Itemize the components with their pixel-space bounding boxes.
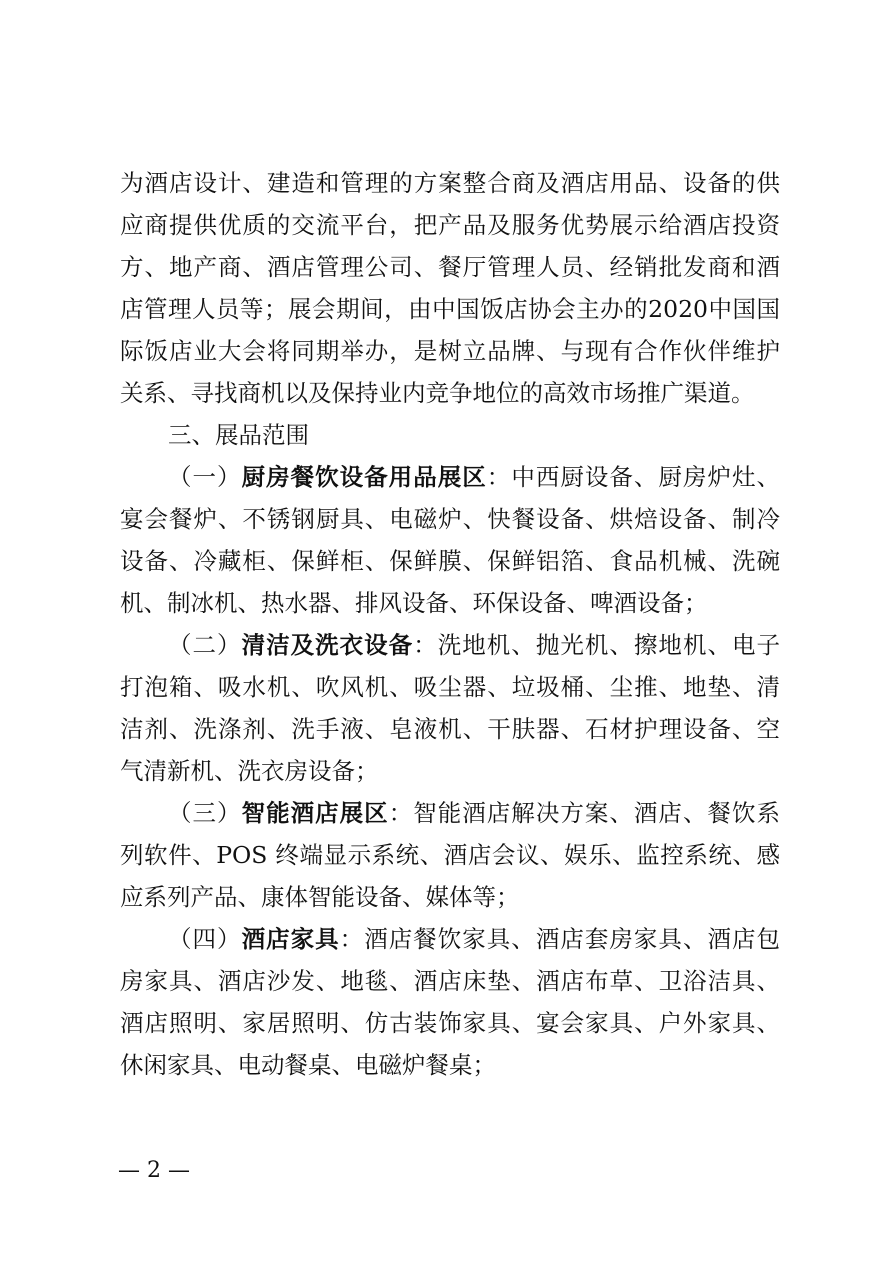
colon: ： [486,463,512,491]
category-first-line [168,630,780,660]
category-line: 机、制冰机、热水器、排风设备、环保设备、啤酒设备； [120,589,708,617]
paragraph-line: 际饭店业大会将同期举办，是树立品牌、与现有合作伙伴维护 [120,337,780,365]
colon: ： [413,631,438,659]
category-number: （四） [168,925,242,953]
paragraph-line: 为酒店设计、建造和管理的方案整合商及酒店用品、设备的供 [120,169,780,197]
paragraph-line: 应商提供优质的交流平台，把产品及服务优势展示给酒店投资 [120,211,780,239]
category-title: 智能酒店展区 [241,799,389,827]
category-title: 酒店家具 [241,925,340,953]
category-line: 气清新机、洗衣房设备； [120,757,379,785]
category-line: 酒店照明、家居照明、仿古装饰家具、宴会家具、户外家具、 [120,1009,780,1037]
category-first-line [168,462,780,492]
category-number: （一） [168,463,242,491]
category-line: 休闲家具、电动餐桌、电磁炉餐桌； [120,1051,496,1079]
colon: ： [339,925,365,953]
category-items: 酒店餐饮家具、酒店套房家具、酒店包 [364,925,781,953]
category-title: 厨房餐饮设备用品展区 [241,463,487,491]
category-first-line [168,924,780,954]
category-line: 设备、冷藏柜、保鲜柜、保鲜膜、保鲜铝箔、食品机械、洗碗 [120,547,780,575]
category-line: 宴会餐炉、不锈钢厨具、电磁炉、快餐设备、烘焙设备、制冷 [120,505,780,533]
category-line: 洁剂、洗涤剂、洗手液、皂液机、干肤器、石材护理设备、空 [120,715,780,743]
section-heading: 三、展品范围 [168,421,309,449]
category-number: （三） [168,799,242,827]
category-first-line [168,798,780,828]
category-title: 清洁及洗衣设备 [241,631,414,659]
paragraph-line: 方、地产商、酒店管理公司、餐厅管理人员、经销批发商和酒 [120,253,780,281]
category-line: 应系列产品、康体智能设备、媒体等； [120,883,520,911]
category-items: 中西厨设备、厨房炉灶、 [511,463,781,491]
category-items: 智能酒店解决方案、酒店、餐饮系 [413,799,781,827]
paragraph-line: 关系、寻找商机以及保持业内竞争地位的高效市场推广渠道。 [120,379,755,407]
colon: ： [388,799,414,827]
category-number: （二） [168,631,242,659]
category-line: 打泡箱、吸水机、吹风机、吸尘器、垃圾桶、尘推、地垫、清 [120,673,780,701]
category-line: 房家具、酒店沙发、地毯、酒店床垫、酒店布草、卫浴洁具、 [120,967,780,995]
category-items: 洗地机、抛光机、擦地机、电子 [437,631,781,659]
category-line: 列软件、POS 终端显示系统、酒店会议、娱乐、监控系统、感 [120,841,780,869]
page-number: — 2 — [118,1158,190,1183]
paragraph-line: 店管理人员等；展会期间，由中国饭店协会主办的2020中国国 [120,295,780,323]
